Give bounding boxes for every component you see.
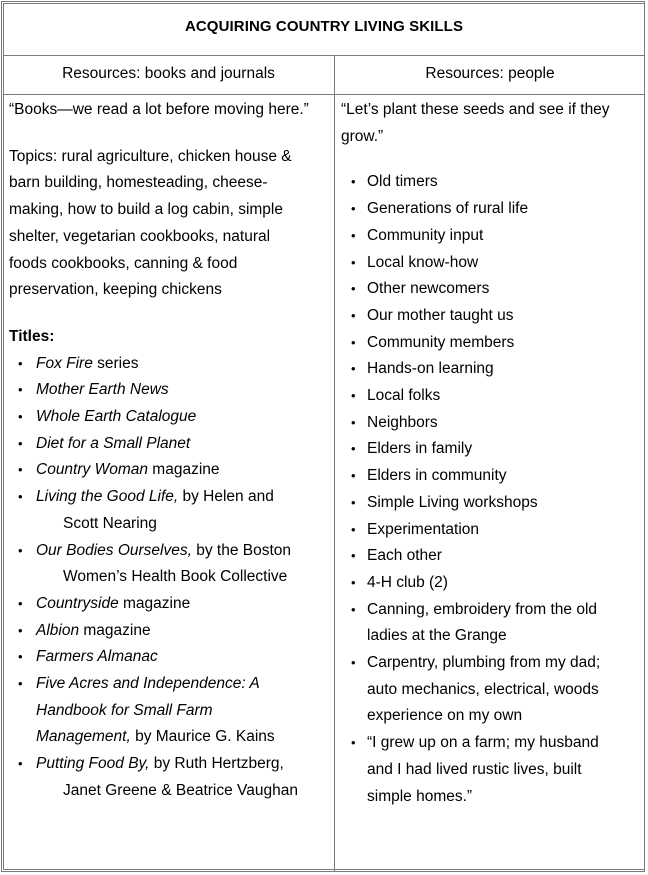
bullet-icon: •: [18, 649, 23, 665]
titles-label: Titles:: [9, 327, 55, 345]
people-item-line: Neighbors: [367, 413, 438, 431]
title-continuation: Women’s Health Book Collective: [63, 568, 288, 586]
people-item: [341, 543, 641, 570]
people-cell: [341, 97, 641, 810]
title-name: Whole Earth Catalogue: [36, 408, 197, 426]
bullet-icon: •: [351, 521, 356, 537]
people-item-line: ladies at the Grange: [367, 627, 507, 645]
title-item: [9, 538, 331, 591]
people-item-line: Local folks: [367, 387, 441, 405]
people-item-line: 4-H club (2): [367, 573, 448, 591]
title-item: [9, 671, 331, 698]
title-item: [9, 377, 331, 404]
title-item: [9, 724, 331, 751]
people-item: [341, 463, 641, 490]
title-name: Management,: [36, 728, 131, 746]
books-journals-cell: [9, 97, 331, 805]
bullet-icon: •: [351, 468, 356, 484]
people-item-line: Community members: [367, 333, 515, 351]
bullet-icon: •: [18, 462, 23, 478]
people-item: [341, 517, 641, 544]
people-item: [341, 490, 641, 517]
bullet-icon: •: [351, 441, 356, 457]
bullet-icon: •: [351, 281, 356, 297]
title-divider: [3, 55, 645, 56]
people-item: [341, 730, 641, 810]
bullet-icon: •: [18, 542, 23, 558]
people-item: [341, 383, 641, 410]
people-item-line: Canning, embroidery from the old: [367, 600, 598, 618]
people-column-header: Resources: people: [425, 65, 555, 82]
title-name: Handbook for Small Farm: [36, 701, 213, 719]
people-item-line: Elders in community: [367, 467, 507, 485]
people-item: [341, 196, 641, 223]
bullet-icon: •: [18, 756, 23, 772]
title-name: Our Bodies Ourselves,: [36, 541, 192, 559]
people-item-line: Local know-how: [367, 253, 479, 271]
title-name: Putting Food By,: [36, 755, 150, 773]
title-detail: by Helen and: [178, 488, 274, 506]
people-item: [341, 223, 641, 250]
title-name: Farmers Almanac: [36, 648, 158, 666]
title-continuation: Scott Nearing: [63, 514, 157, 532]
title-item: [9, 751, 331, 804]
title-name: Fox Fire: [36, 354, 93, 372]
bullet-icon: •: [18, 595, 23, 611]
books-quote: “Books—we read a lot before moving here.”: [9, 101, 309, 118]
title-detail: by the Boston: [191, 541, 292, 559]
people-item-line: Experimentation: [367, 520, 480, 538]
people-item: [341, 570, 641, 597]
table-title: ACQUIRING COUNTRY LIVING SKILLS: [184, 18, 464, 35]
people-item-line: Generations of rural life: [367, 200, 529, 218]
title-name: Country Woman: [36, 461, 148, 479]
title-item: [9, 457, 331, 484]
title-name: Countryside: [36, 594, 119, 612]
title-continuation: Janet Greene & Beatrice Vaughan: [63, 781, 298, 799]
bullet-icon: •: [18, 382, 23, 398]
bullet-icon: •: [18, 489, 23, 505]
people-quote-line: grow.”: [341, 127, 384, 145]
bullet-icon: •: [18, 622, 23, 638]
title-item: [9, 431, 331, 458]
bullet-icon: •: [351, 574, 356, 590]
bullet-icon: •: [351, 548, 356, 564]
title-detail: series: [92, 354, 139, 372]
people-item-line: Other newcomers: [367, 280, 490, 298]
title-name: Diet for a Small Planet: [36, 434, 191, 452]
bullet-icon: •: [351, 601, 356, 617]
bullet-icon: •: [351, 655, 356, 671]
bullet-icon: •: [351, 494, 356, 510]
books-column-header: Resources: books and journals: [62, 65, 275, 82]
people-item-line: “I grew up on a farm; my husband: [367, 734, 599, 752]
people-item-line: Old timers: [367, 173, 438, 191]
people-item: [341, 169, 641, 196]
people-item-line: and I had lived rustic lives, built: [367, 760, 582, 778]
people-item: [341, 410, 641, 437]
people-item-line: Elders in family: [367, 440, 473, 458]
title-name: Five Acres and Independence: A: [36, 675, 260, 693]
title-item: [9, 591, 331, 618]
bullet-icon: •: [351, 227, 356, 243]
people-item: [341, 330, 641, 357]
title-item: [9, 618, 331, 645]
bullet-icon: •: [351, 388, 356, 404]
title-item: [9, 484, 331, 537]
people-item-line: Simple Living workshops: [367, 493, 538, 511]
people-list: [341, 169, 641, 810]
bullet-icon: •: [351, 361, 356, 377]
bullet-icon: •: [351, 414, 356, 430]
people-item: [341, 276, 641, 303]
title-detail: by Ruth Hertzberg,: [149, 755, 284, 773]
bullet-icon: •: [351, 334, 356, 350]
people-item-line: auto mechanics, electrical, woods: [367, 680, 599, 698]
people-item-line: Each other: [367, 547, 442, 565]
people-item-line: Our mother taught us: [367, 306, 514, 324]
bullet-icon: •: [351, 174, 356, 190]
column-divider: [334, 55, 335, 871]
people-item-line: Community input: [367, 226, 484, 244]
people-item: [341, 356, 641, 383]
people-item-line: experience on my own: [367, 707, 523, 725]
bullet-icon: •: [18, 435, 23, 451]
people-item: [341, 436, 641, 463]
title-item: [9, 404, 331, 431]
people-item: [341, 250, 641, 277]
bullet-icon: •: [351, 307, 356, 323]
title-detail: by Maurice G. Kains: [130, 728, 275, 746]
bullet-icon: •: [351, 735, 356, 751]
people-item-line: Carpentry, plumbing from my dad;: [367, 654, 601, 672]
topics-paragraph: Topics: rural agriculture, chicken house & barn building, homesteading, cheese- making, how to build a log cabin, simple shelter, vegetarian cookbooks, natural foods cookbooks, canning & food preservation, keeping chickens: [9, 147, 292, 299]
people-item: [341, 303, 641, 330]
bullet-icon: •: [18, 355, 23, 371]
bullet-icon: •: [351, 201, 356, 217]
bullet-icon: •: [18, 409, 23, 425]
title-item: [9, 644, 331, 671]
titles-list: [9, 351, 331, 805]
people-item: [341, 650, 641, 730]
title-item: [9, 698, 331, 725]
title-name: Mother Earth News: [36, 381, 169, 399]
title-name: Albion: [36, 621, 80, 639]
header-divider: [3, 94, 645, 95]
bullet-icon: •: [351, 254, 356, 270]
people-quote-line: “Let’s plant these seeds and see if they: [341, 101, 610, 118]
people-item-line: simple homes.”: [367, 787, 473, 805]
title-item: [9, 351, 331, 378]
people-item: [341, 597, 641, 650]
title-detail: magazine: [118, 594, 191, 612]
bullet-icon: •: [18, 676, 23, 692]
title-name: Living the Good Life,: [36, 488, 179, 506]
title-detail: magazine: [79, 621, 151, 639]
people-item-line: Hands-on learning: [367, 360, 494, 378]
title-detail: magazine: [147, 461, 220, 479]
